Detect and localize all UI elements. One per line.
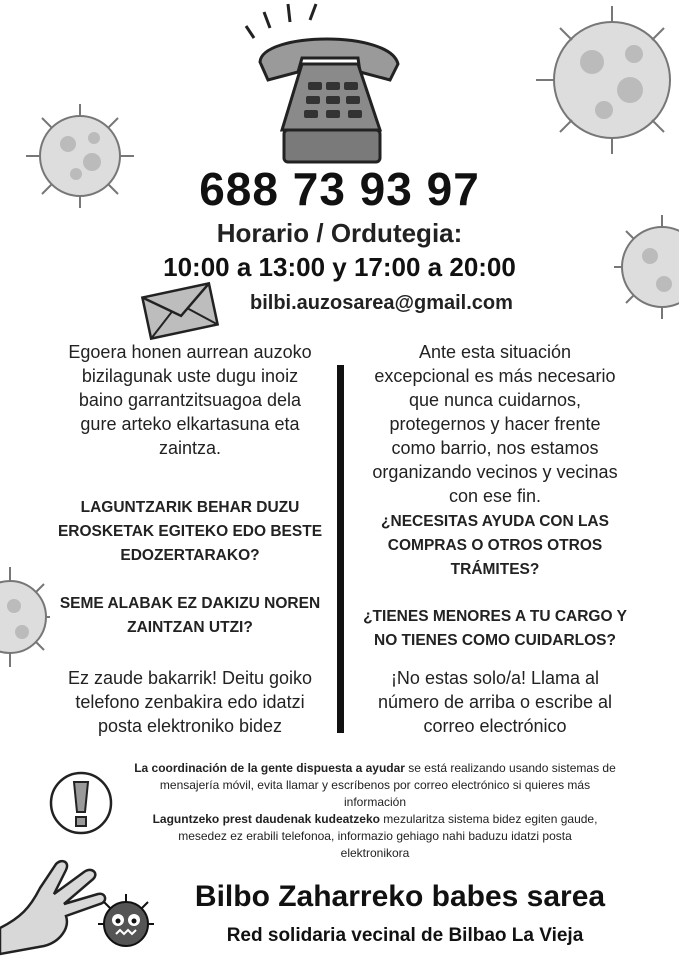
exclamation-icon [48,770,114,836]
envelope-icon [138,280,222,342]
hours-title: Horario / Ordutegia: [216,218,463,248]
footer-title-basque: Bilbo Zaharreko babes sarea [194,880,606,913]
question-shopping-spanish: ¿NECESITAS AYUDA CON LAS COMPRAS O OTROS OTROS TRÁMITES? [381,513,609,578]
telephone-icon [240,2,410,170]
closing-basque: Ez zaude bakarrik! Deitu goiko telefono zenbakira edo idatzi posta elektroniko bidez [67,668,313,736]
email-address[interactable]: bilbi.auzosarea@gmail.com [250,292,513,314]
coordination-info: La coordinación de la gente dispuesta a ayudar se está realizando usando sistemas de mensajería móvil, evita llamar y escríbenos por correo electrónico si quieres más información Laguntzeko prest daudenak kudeatzeko mezularitza sistema bidez egiten gaude, mesedez ez erabili telefonoa, informazio gehiago nahi baduzu idatzi posta elektronikora [134,761,616,860]
question-children-spanish: ¿TIENES MENORES A TU CARGO Y NO TIENES COMO CUIDARLOS? [363,608,627,649]
hand-gesture-icon [0,858,110,960]
virus-mascot-icon [96,890,156,954]
phone-number: 688 73 93 97 [199,163,480,215]
closing-spanish: ¡No estas solo/a! Llama al número de arriba o escribe al correo electrónico [377,668,613,736]
hours-times: 10:00 a 13:00 y 17:00 a 20:00 [163,252,516,282]
footer-title-spanish: Red solidaria vecinal de Bilbao La Vieja [226,925,584,946]
virus-icon [530,2,679,157]
intro-spanish: Ante esta situación excepcional es más necesario que nunca cuidarnos, protegernos y hacer frente como barrio, nos estamos organizando vecinos y vecinas con ese fin. [372,342,618,506]
question-children-basque: SEME ALABAK EZ DAKIZU NOREN ZAINTZAN UTZI? [59,595,321,636]
question-shopping-basque: LAGUNTZARIK BEHAR DUZU EROSKETAK EGITEKO EDO BESTE EDOZERTARAKO? [57,499,323,564]
intro-basque: Egoera honen aurrean auzoko bizilagunak uste dugu inoiz baino garrantzitsuagoa dela gure arteko elkartasuna eta zaintza. [68,342,312,458]
column-divider [337,365,344,733]
